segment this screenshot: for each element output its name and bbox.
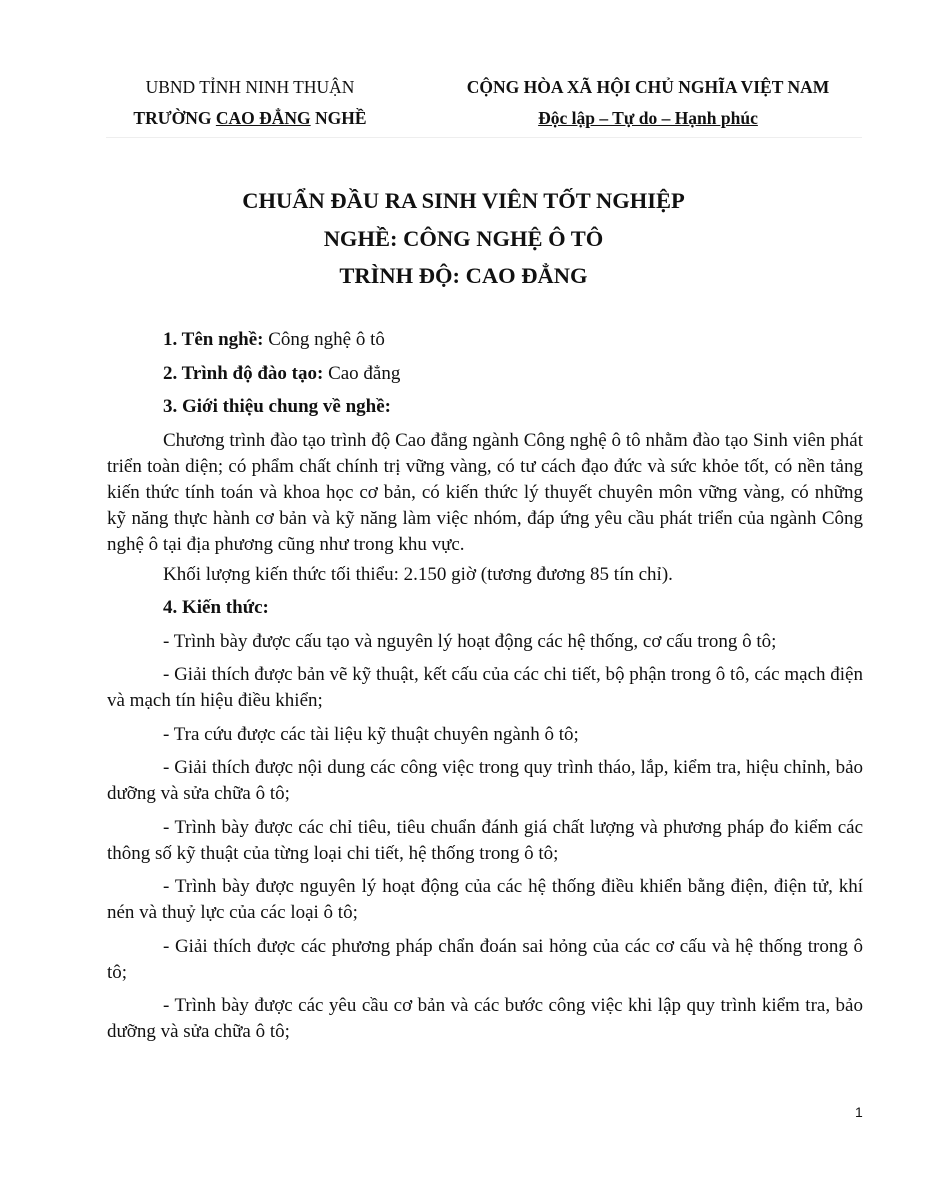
knowledge-item: - Giải thích được bản vẽ kỹ thuật, kết cấu của các chi tiết, bộ phận trong ô tô, các mạch điện và mạch tín hiệu điều khiển; [107,664,863,711]
section-3-heading: 3. Giới thiệu chung về nghề: [163,396,391,417]
issuer-authority: UBND TỈNH NINH THUẬN [145,77,355,97]
page-number: 1 [855,1104,863,1120]
issuer-block [110,72,390,134]
title-line-2: NGHỀ: CÔNG NGHỆ Ô TÔ [323,225,604,251]
header-divider [106,137,862,138]
document-title [0,182,927,295]
section-3-volume: Khối lượng kiến thức tối thiểu: 2.150 giờ (tương đương 85 tín chỉ). [163,563,673,585]
section-2 [107,361,863,387]
issuer-school [110,103,390,134]
national-header [438,72,858,134]
section-1 [107,327,863,353]
section-1-label: 1. Tên nghề: [163,329,264,350]
knowledge-item: - Trình bày được các chỉ tiêu, tiêu chuẩn đánh giá chất lượng và phương pháp đo kiểm các thông số kỹ thuật của từng loại chi tiết, hệ thống trong ô tô; [107,816,863,864]
section-3-paragraph: Chương trình đào tạo trình độ Cao đẳng ngành Công nghệ ô tô nhằm đào tạo Sinh viên phát triển toàn diện; có phẩm chất chính trị vững vàng, có tư cách đạo đức và sức khỏe tốt, có nền tảng kiến thức tính toán và khoa học cơ bản, có kiến thức lý thuyết chuyên môn vững vàng, có những kỹ năng thực hành cơ bản và kỹ năng làm việc nhóm, đáp ứng yêu cầu phát triển của ngành Công nghệ ô tại địa phương cũng như trong khu vực. [107,429,863,555]
knowledge-item: - Tra cứu được các tài liệu kỹ thuật chuyên ngành ô tô; [163,723,579,745]
knowledge-item: - Giải thích được nội dung các công việc trong quy trình tháo, lắp, kiểm tra, hiệu chỉnh, bảo dưỡng và sửa chữa ô tô; [107,757,863,804]
section-4-heading: 4. Kiến thức: [163,597,269,618]
title-line-1: CHUẨN ĐẦU RA SINH VIÊN TỐT NGHIỆP [242,188,685,213]
national-name: CỘNG HÒA XÃ HỘI CHỦ NGHĨA VIỆT NAM [466,77,830,97]
section-2-label: 2. Trình độ đào tạo: [163,362,324,384]
knowledge-item: - Trình bày được nguyên lý hoạt động của các hệ thống điều khiển bằng điện, điện tử, khí nén và thuỷ lực của các loại ô tô; [107,876,863,923]
knowledge-item: - Trình bày được các yêu cầu cơ bản và các bước công việc khi lập quy trình kiểm tra, bảo dưỡng và sửa chữa ô tô; [107,995,863,1042]
section-1-value: Công nghệ ô tô [263,329,385,350]
school-level: CAO ĐẲNG [215,108,311,128]
knowledge-item: - Trình bày được cấu tạo và nguyên lý hoạt động các hệ thống, cơ cấu trong ô tô; [163,630,777,652]
national-motto: Độc lập – Tự do – Hạnh phúc [538,108,758,128]
document-body [107,327,863,1053]
section-2-value: Cao đẳng [323,362,401,384]
knowledge-item: - Giải thích được các phương pháp chẩn đoán sai hỏng của các cơ cấu và hệ thống trong ô tô; [107,935,863,983]
school-prefix: TRƯỜNG [133,108,216,128]
school-suffix: NGHỀ [310,108,367,128]
title-line-3: TRÌNH ĐỘ: CAO ĐẲNG [339,263,588,288]
